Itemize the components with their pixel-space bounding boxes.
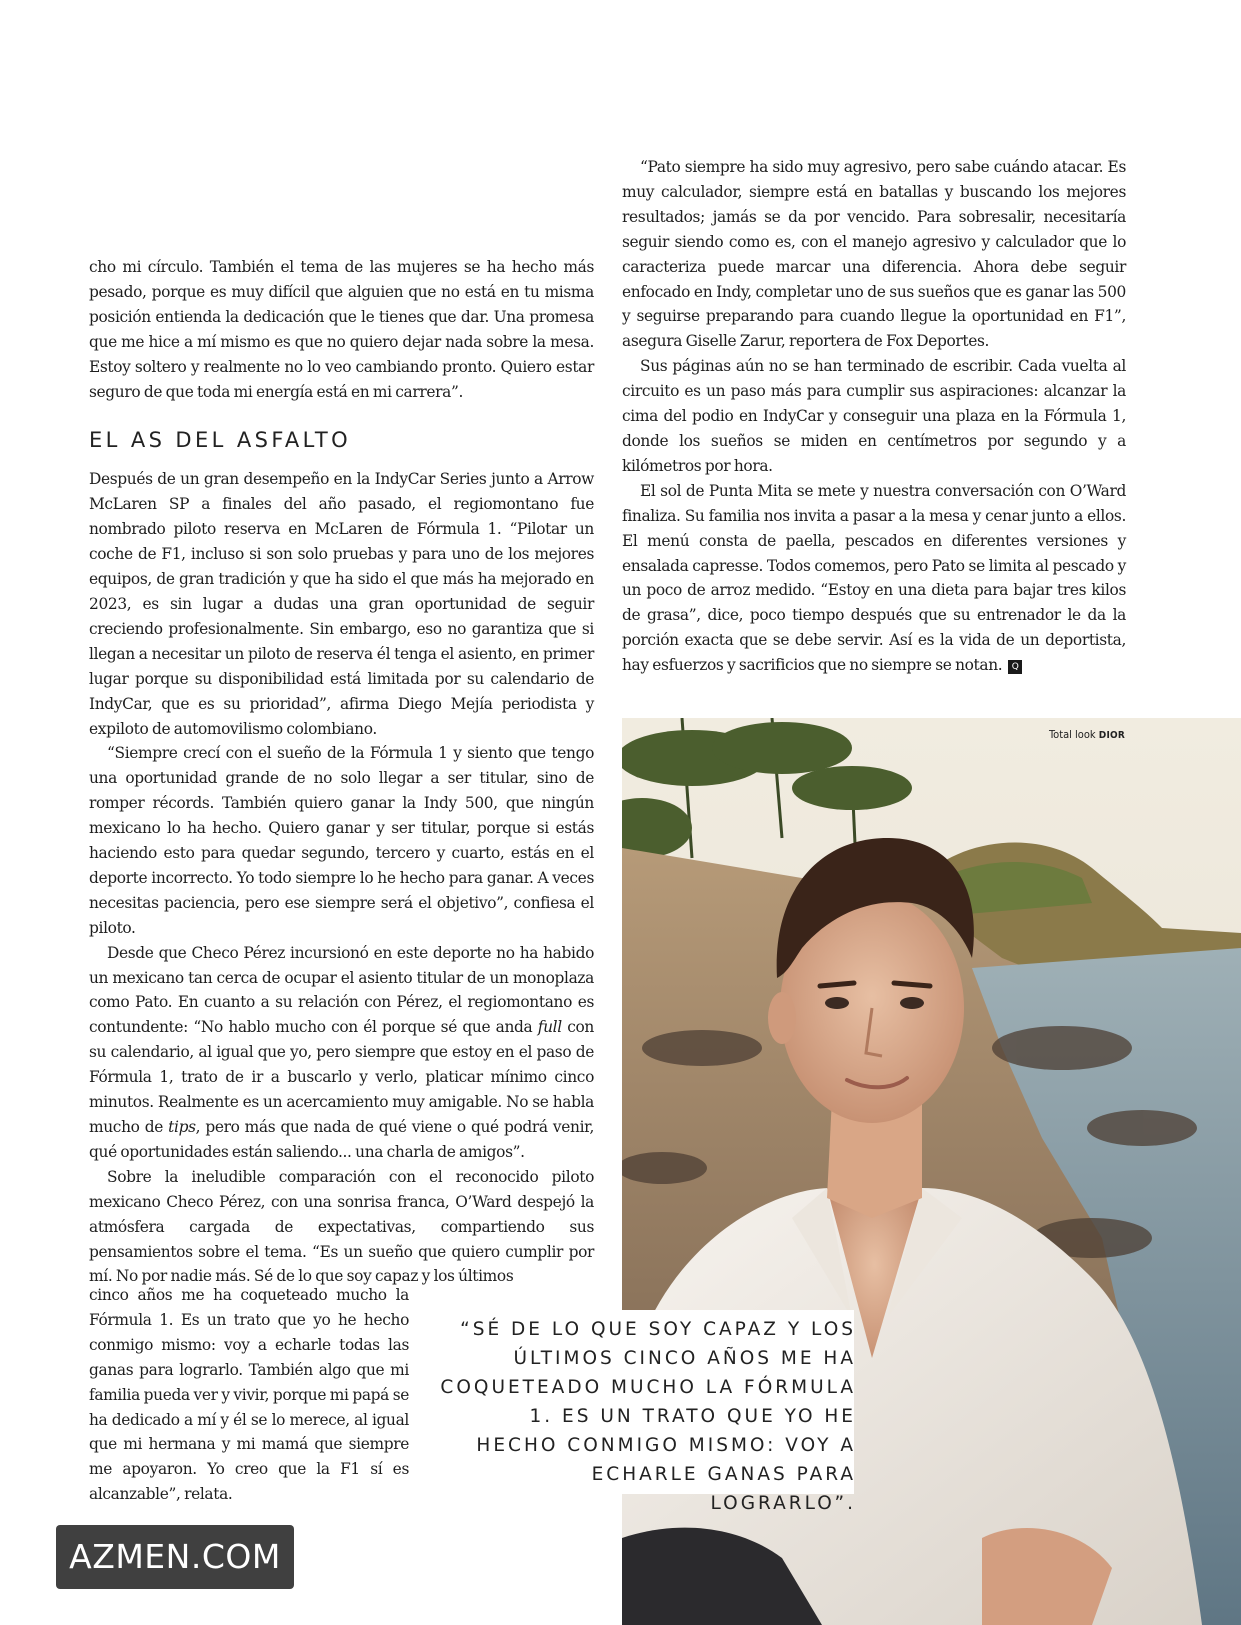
- right-paragraph-2: Sus páginas aún no se han terminado de escribir. Cada vuelta al circuito es un paso más para cumplir sus aspiraciones: alcanzar la cima del podio en IndyCar y conseguir una plaza en la Fórmula 1, donde los sueños se miden en centímetros por segundo y a kilómetros por hora.: [622, 357, 1126, 475]
- body-paragraph-1: Después de un gran desempeño en la IndyCar Series junto a Arrow McLaren SP a finales del año pasado, el regiomontano fue nombrado piloto reserva en McLaren de Fórmula 1. “Pilotar un coche de F1, incluso si son solo pruebas y para uno de los mejores equipos, de gran tradición y que ha sido el que más ha mejorado en 2023, es sin lugar a dudas una gran oportunidad de seguir creciendo profesionalmente. Sin embargo, eso no garantiza que si llegan a necesitar un piloto de reserva él tenga el asiento, en primer lugar porque su disponibilidad está limitada por su calendario de IndyCar, que es su prioridad”, afirma Diego Mejía periodista y expiloto de automovilismo colombiano.: [89, 470, 594, 738]
- end-of-article-icon: Q: [1008, 660, 1022, 674]
- right-column: [622, 155, 1126, 678]
- body-paragraph-4-continued: cinco años me ha coqueteado mucho la Fórmula 1. Es un trato que yo he hecho conmigo mismo: voy a echarle todas las ganas para lograrlo. También algo que mi familia pueda ver y vivir, porque mi papá se ha dedicado a mí y él se lo merece, al igual que mi hermana y mi mamá que siempre me apoyaron. Yo creo que la F1 sí es alcanzable”, relata.: [89, 1286, 409, 1504]
- italic-full: full: [537, 1018, 562, 1037]
- left-column-narrow: [89, 1283, 409, 1507]
- site-watermark: AZMEN.COM: [56, 1525, 294, 1589]
- intro-paragraph: cho mi círculo. También el tema de las mujeres se ha hecho más pesado, porque es muy difícil que alguien que no está en tu misma posición entienda la dedicación que le tienes que dar. Una promesa que me hice a mí mismo es que no quiero dejar nada sobre la mesa. Estoy soltero y realmente no lo veo cambiando pronto. Quiero estar seguro de que toda mi energía está en mi carrera”.: [89, 258, 594, 401]
- photo-credit: Total look DIOR: [1048, 728, 1125, 741]
- section-heading: EL AS DEL ASFALTO: [89, 428, 352, 452]
- right-paragraph-1: “Pato siempre ha sido muy agresivo, pero sabe cuándo atacar. Es muy calculador, siempre está en batallas y buscando los mejores resultados; jamás se da por vencido. Para sobresalir, necesitaría seguir siendo como es, con el manejo agresivo y calculador que lo caracteriza puede marcar una diferencia. Ahora debe seguir enfocado en Indy, completar uno de sus sueños que es ganar las 500 y seguirse preparando para cuando llegue la oportunidad en F1”, asegura Giselle Zarur, reportera de Fox Deportes.: [622, 158, 1126, 351]
- italic-tips: tips: [168, 1118, 196, 1136]
- right-paragraph-3: El sol de Punta Mita se mete y nuestra conversación con O’Ward finaliza. Su familia nos invita a pasar a la mesa y cenar junto a ellos. El menú consta de paella, pescados en diferentes versiones y ensalada capresse. Todos comemos, pero Pato se limita al pescado y un poco de arroz medido. “Estoy en una dieta para bajar tres kilos de grasa”, dice, poco tiempo después que su entrenador le da la porción exacta que se debe servir. Así es la vida de un deportista, hay esfuerzos y sacrificios que no siempre se notan. Q: [622, 481, 1126, 675]
- body-paragraph-4: Sobre la ineludible comparación con el reconocido piloto mexicano Checo Pérez, con una sonrisa franca, O’Ward despejó la atmósfera cargada de expectativas, compartiendo sus pensamientos sobre el tema. “Es un sueño que quiero cumplir por mí. No por nadie más. Sé de lo que soy capaz y los últimos: [89, 1167, 594, 1286]
- pull-quote: “SÉ DE LO QUE SOY CAPAZ Y LOS ÚLTIMOS CINCO AÑOS ME HA COQUETEADO MUCHO LA FÓRMULA 1. ES UN TRATO QUE YO HE HECHO CONMIGO MISMO: VOY A ECHARLE GANAS PARA LOGRARLO”.: [440, 1319, 856, 1514]
- body-paragraph-2: “Siempre crecí con el sueño de la Fórmula 1 y siento que tengo una oportunidad grande de no solo llegar a ser titular, sino de romper récords. También quiero ganar la Indy 500, que ningún mexicano lo ha hecho. Quiero ganar y ser titular, porque si estás haciendo esto para quedar segundo, tercero y cuarto, estás en el deporte incorrecto. Yo todo siempre lo he hecho para ganar. A veces necesitas paciencia, pero ese siempre será el objetivo”, confiesa el piloto.: [89, 744, 594, 937]
- body-paragraph-3: Desde que Checo Pérez incursionó en este deporte no ha habido un mexicano tan cerca de ocupar el asiento titular de un monoplaza como Pato. En cuanto a su relación con Pérez, el regiomontano es contundente: “No hablo mucho con él porque sé que anda full con su calendario, al igual que yo, pero siempre que estoy en el paso de Fórmula 1, trato de ir a buscarlo y verlo, platicar mínimo cinco minutos. Realmente es un acercamiento muy amigable. No se habla mucho de tips, pero más que nada de qué viene o qué podrá venir, qué oportunidades están saliendo... una charla de amigos”.: [89, 943, 594, 1161]
- left-column: [89, 255, 594, 1289]
